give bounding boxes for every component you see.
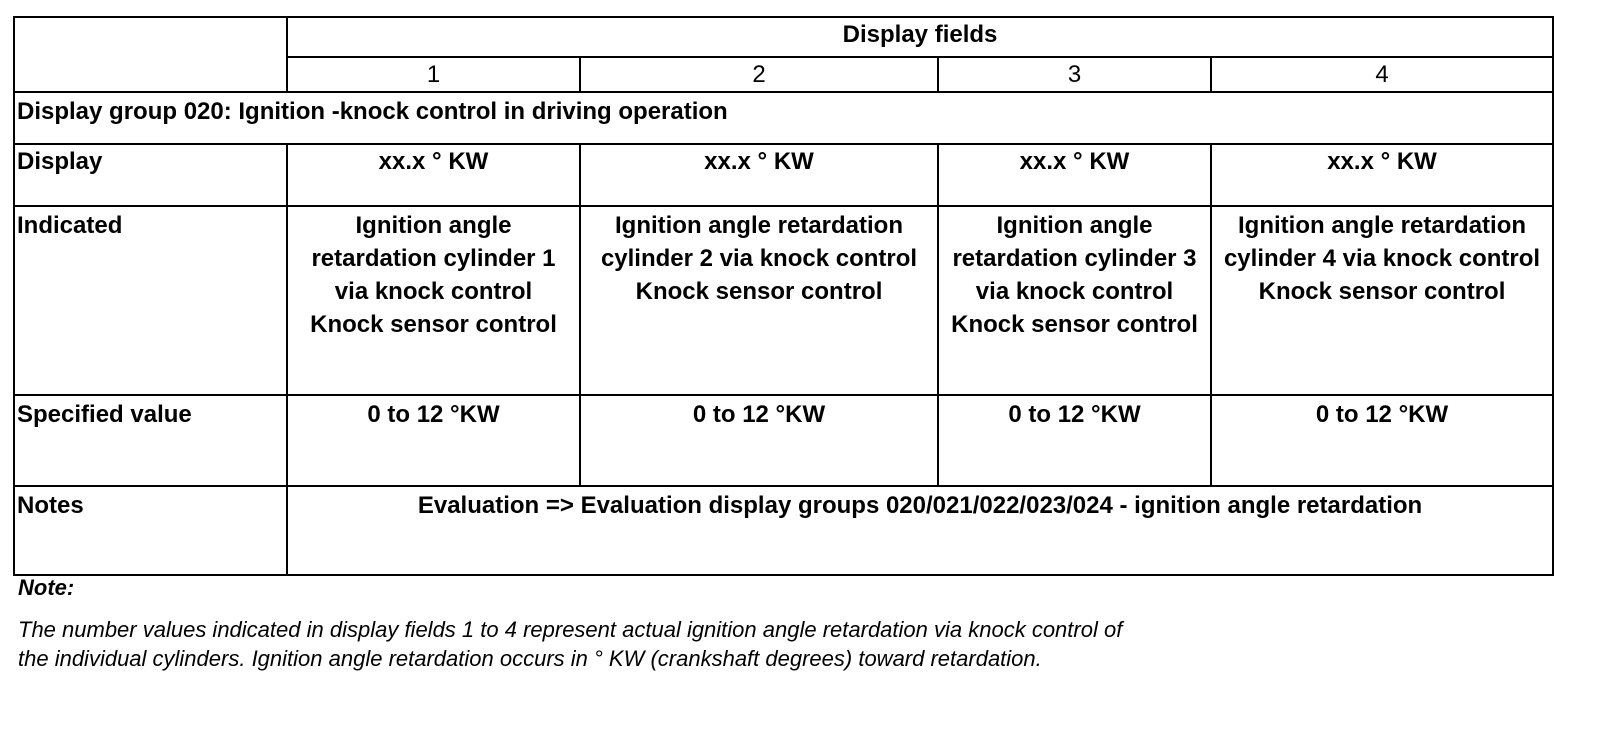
notes-value: Evaluation => Evaluation display groups 020/021/022/023/024 - ignition angle retardation	[287, 486, 1553, 575]
display-value-4: xx.x ° KW	[1211, 144, 1553, 206]
display-value-3: xx.x ° KW	[938, 144, 1211, 206]
header-corner-cell	[14, 17, 287, 92]
field-number-2: 2	[580, 57, 938, 92]
specified-value-3: 0 to 12 °KW	[938, 395, 1211, 486]
note-title: Note:	[18, 575, 75, 600]
field-number-4: 4	[1211, 57, 1553, 92]
group-title-row	[14, 92, 1553, 144]
display-fields-header: Display fields	[287, 17, 1553, 57]
field-number-3: 3	[938, 57, 1211, 92]
specified-value-row	[14, 395, 1553, 486]
display-group-sheet	[13, 16, 1565, 576]
note-block	[18, 573, 1168, 673]
specified-value-1: 0 to 12 °KW	[287, 395, 580, 486]
display-value-2: xx.x ° KW	[580, 144, 938, 206]
field-number-1: 1	[287, 57, 580, 92]
note-text: The number values indicated in display fields 1 to 4 represent actual ignition angle retardation via knock control of the individual cylinders. Ignition angle retardation occurs in ° KW (crankshaft degrees) toward retardation.	[18, 617, 1123, 671]
notes-row-label: Notes	[14, 486, 287, 575]
indicated-row	[14, 206, 1553, 395]
display-fields-table	[13, 16, 1554, 576]
display-row	[14, 144, 1553, 206]
specified-value-4: 0 to 12 °KW	[1211, 395, 1553, 486]
header-row	[14, 17, 1553, 57]
indicated-value-1: Ignition angle retardation cylinder 1 via knock control Knock sensor control	[287, 206, 580, 395]
indicated-value-3: Ignition angle retardation cylinder 3 via knock control Knock sensor control	[938, 206, 1211, 395]
display-group-title: Display group 020: Ignition -knock control in driving operation	[14, 92, 1553, 144]
notes-row	[14, 486, 1553, 575]
display-row-label: Display	[14, 144, 287, 206]
indicated-value-2: Ignition angle retardation cylinder 2 via knock control Knock sensor control	[580, 206, 938, 395]
specified-value-2: 0 to 12 °KW	[580, 395, 938, 486]
indicated-row-label: Indicated	[14, 206, 287, 395]
indicated-value-4: Ignition angle retardation cylinder 4 via knock control Knock sensor control	[1211, 206, 1553, 395]
specified-row-label: Specified value	[14, 395, 287, 486]
display-value-1: xx.x ° KW	[287, 144, 580, 206]
